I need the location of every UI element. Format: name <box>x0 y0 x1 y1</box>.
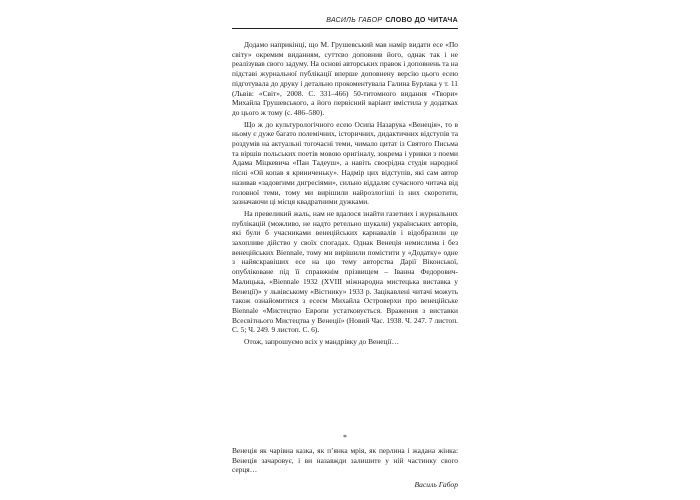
body-text <box>232 40 458 347</box>
header-section-title: СЛОВО ДО ЧИТАЧА <box>385 17 458 24</box>
section-separator: * <box>343 433 347 442</box>
paragraph-hrushevsky: Додамо наприкінці, що М. Грушевський мав намір видати есе «По світу» окремим виданням, суттєво доповнив його, однак так і не реалізував свого задуму. На основі авторських правок і доповнень та на підставі журнальної публікації вперше доповнену версію цього есею підготувала до друку і детально прокоментувала Галина Бурлака у т. 11 (Львів: «Світ», 2008. С. 331–466) 50-титомного видання «Твори» Михайла Грушевського, а його первісний варіант вмістила у додатках до цього ж тому (с. 486–580). <box>232 40 458 117</box>
running-header <box>232 15 458 29</box>
closing-text <box>232 446 458 475</box>
header-author: ВАСИЛЬ ГАБОР <box>326 17 383 24</box>
paragraph-biennale: На превеликий жаль, нам не вдалося знайти газетних і журнальних публікацій (можливо, не надто ретельно шукали) українських авторів, які були б учасниками венеційських карнавалів і відобразили це захопливе дійство у своїх спогадах. Однак Венеція немислима і без венеційських Biennale, тому ми вирішили помістити у «Додатку» одне з найяскравіших есе на цю тему авторства Дарії Віконської, опубліковане під її справжнім прізвищем – Іванна Федорович-Малицька, «Biennale 1932 (XVIII міжнародна мистецька виставка у Венеції)» у львівському «Вістнику» 1933 р. Зацікавлені читачі можуть також ознайомитися з есеєм Михайла Островерхи про венеційське Biennale «Мистецтво Европи устатковується. Враження з виставки Всесвітнього Мистецтва у Венеції» (Новий Час. 1938. Ч. 247. 7 листоп. С. 5; Ч. 249. 9 листоп. С. 6). <box>232 208 458 335</box>
closing-paragraph: Венеція як чарівна казка, як п’янка мрія, як перлина і жадана жінка: Венеція зачаровує, і ви назавжди залишите у ній частинку свого серця… <box>232 446 458 475</box>
paragraph-nazaruk: Що ж до культурологічного есею Осипа Назарука «Венеція», то в ньому є дуже багато полемічних, історичних, дидактичних відступів та роздумів на актуальні тогочасні теми, чимало цитат із Святого Письма та віршів польських поетів мовою оригіналу, зокрема і уривки з поеми Адама Міцкевича «Пан Тадеуш», а навіть своєрідна студія народної пісні «Ой копав я криниченьку». Надмір цих відступів, які сам автор називав «задовгими дигресіями», сильно віддаляє сучасного читача від головної теми, тому ми вирішили найрозлогіші із них скоротити, зазначаючи ці місця квадратними дужками. <box>232 119 458 207</box>
paragraph-invitation: Отож, запрошуємо всіх у мандрівку до Венеції… <box>244 337 399 347</box>
author-signature: Василь Габор <box>414 480 458 489</box>
